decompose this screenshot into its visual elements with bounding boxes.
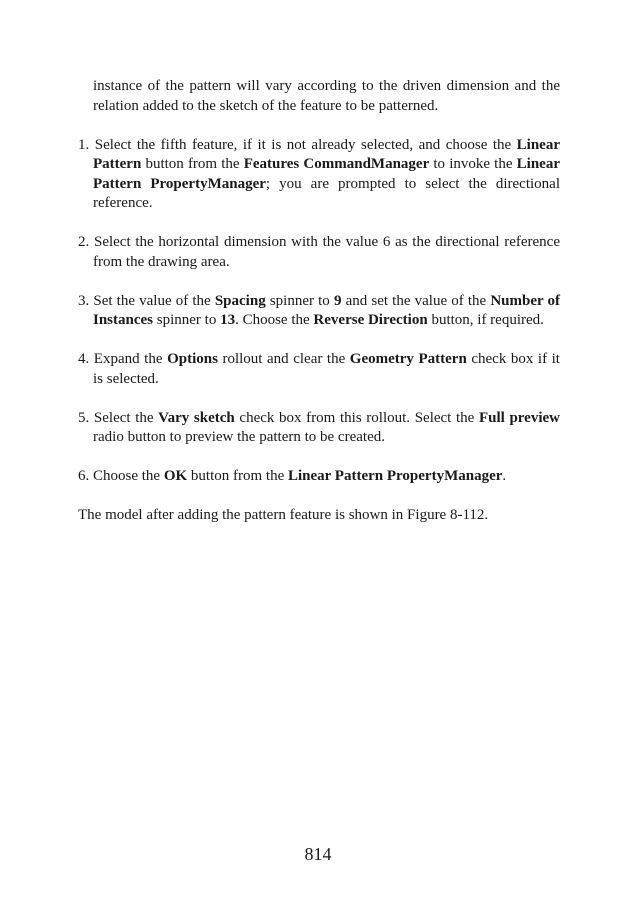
step-1-bold-linear-pattern-propertymanager: Linear Pattern PropertyManager bbox=[93, 156, 560, 192]
step-1-text: to invoke the bbox=[429, 156, 517, 172]
step-1-text: button from the bbox=[141, 156, 244, 172]
step-6-text: button from the bbox=[187, 468, 288, 484]
step-3-bold-spacing-value: 9 bbox=[333, 292, 342, 309]
step-4 bbox=[78, 350, 560, 389]
step-3-bold-number-of-instances: Number of Instances bbox=[93, 292, 561, 328]
step-2 bbox=[78, 233, 560, 272]
step-3-text: 3. Set the value of the bbox=[78, 292, 215, 309]
step-3 bbox=[78, 292, 560, 331]
step-1-text: 1. Select the fifth feature, if it is not already selected, and choose the bbox=[78, 136, 517, 153]
step-3-text: button, if required. bbox=[427, 312, 544, 328]
step-1 bbox=[78, 136, 560, 214]
step-6 bbox=[78, 467, 560, 487]
step-1-bold-features-commandmanager: Features CommandManager bbox=[243, 156, 430, 172]
step-5-bold-full-preview: Full preview bbox=[478, 409, 560, 426]
step-3-bold-spacing: Spacing bbox=[214, 292, 266, 309]
step-3-text: spinner to bbox=[265, 292, 334, 309]
step-3-text: spinner to bbox=[153, 312, 221, 328]
step-5-bold-vary-sketch: Vary sketch bbox=[158, 409, 235, 426]
step-6-text: . bbox=[502, 468, 507, 484]
step-6-bold-linear-pattern-propertymanager: Linear Pattern PropertyManager bbox=[288, 468, 503, 484]
step-4-text: 4. Expand the bbox=[78, 351, 168, 367]
step-2-text: 2. Select the horizontal dimension with the value 6 as the directional reference from the drawing area. bbox=[78, 234, 560, 270]
step-3-text: . Choose the bbox=[235, 312, 314, 328]
step-5-text: 5. Select the bbox=[78, 409, 159, 426]
page-number: 814 bbox=[304, 844, 332, 864]
continuation-text: instance of the pattern will vary according to the driven dimension and the relation added to the sketch of the feature to be patterned. bbox=[93, 78, 560, 114]
step-4-text: rollout and clear the bbox=[217, 351, 350, 367]
continuation-paragraph bbox=[78, 77, 560, 116]
step-5-text: radio button to preview the pattern to be created. bbox=[93, 429, 385, 445]
closing-text: The model after adding the pattern feature is shown in Figure 8-112. bbox=[78, 507, 489, 523]
step-6-text: 6. Choose the bbox=[78, 468, 164, 484]
closing-paragraph bbox=[78, 506, 560, 526]
step-3-bold-reverse-direction: Reverse Direction bbox=[313, 312, 428, 328]
step-6-bold-ok: OK bbox=[163, 468, 188, 484]
step-5-text: check box from this rollout. Select the bbox=[234, 409, 479, 426]
step-1-bold-linear-pattern: Linear Pattern bbox=[93, 136, 560, 172]
step-4-bold-options: Options bbox=[167, 351, 218, 367]
step-3-text: and set the value of the bbox=[341, 292, 491, 309]
page-body bbox=[78, 77, 560, 545]
step-1-text: ; you are prompted to select the directional reference. bbox=[93, 175, 561, 211]
step-4-text: check box if it is selected. bbox=[93, 351, 560, 387]
step-4-bold-geometry-pattern: Geometry Pattern bbox=[349, 351, 467, 367]
step-5 bbox=[78, 409, 560, 448]
step-3-bold-instances-value: 13 bbox=[220, 312, 236, 328]
